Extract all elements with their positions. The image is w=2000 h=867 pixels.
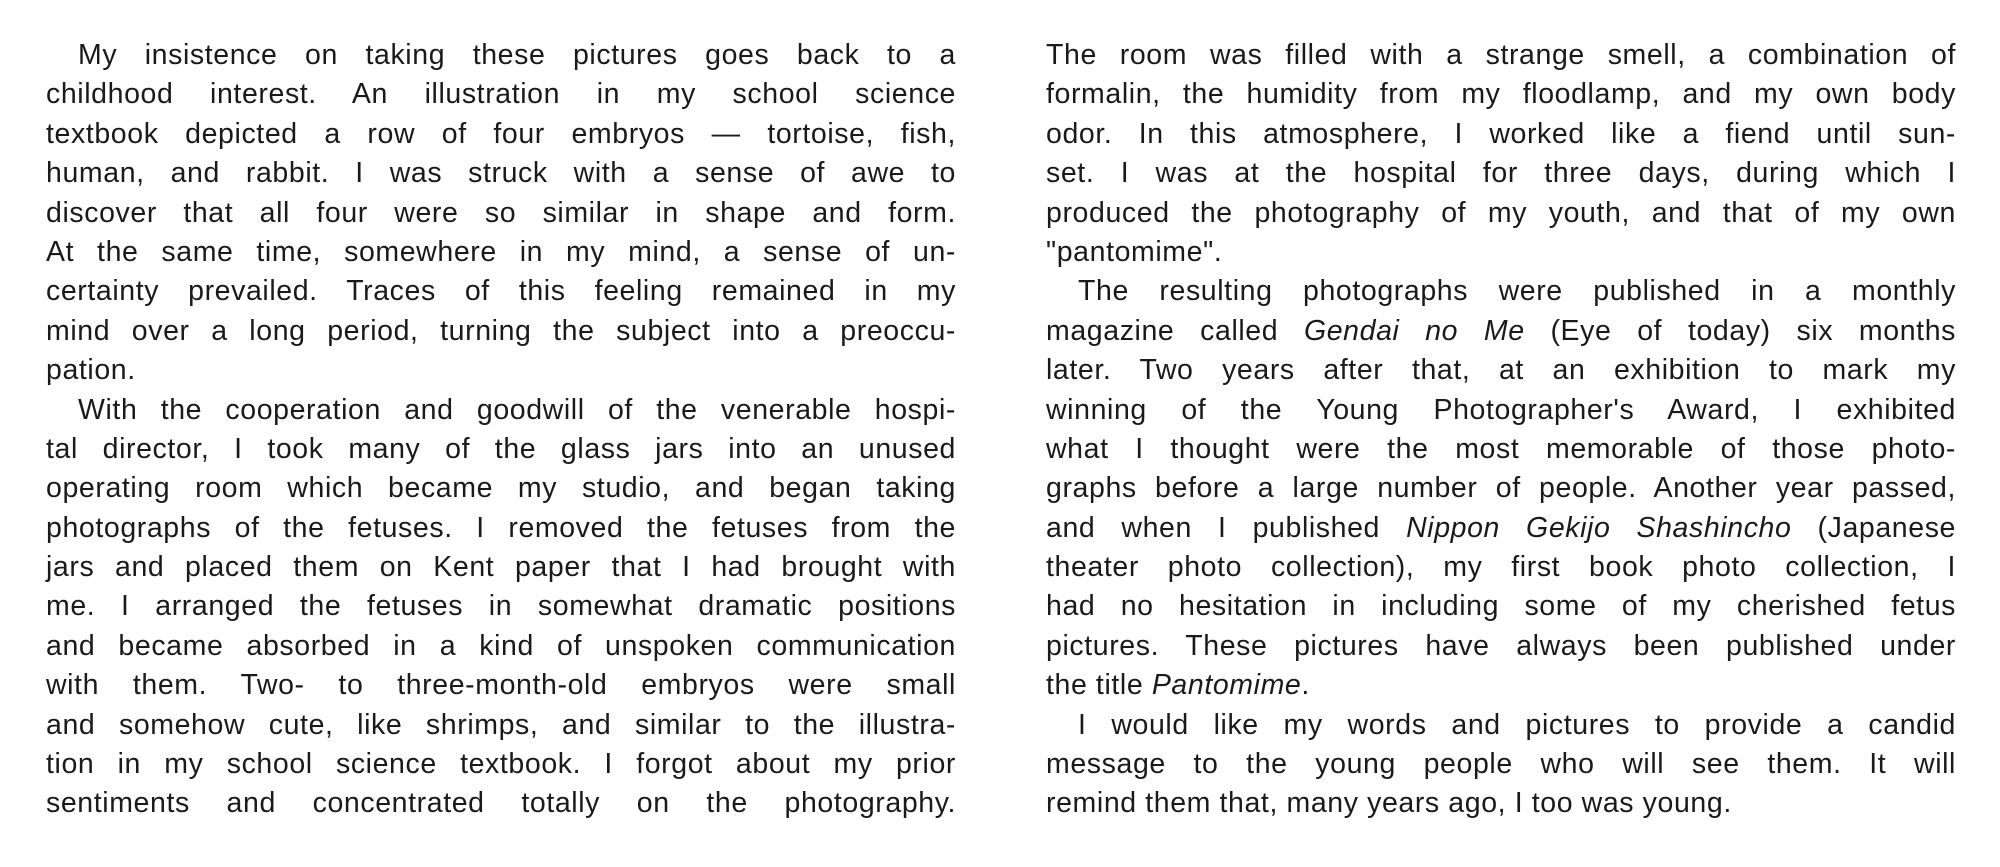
text-line: With the cooperation and goodwill of the venerable hospi-	[78, 393, 956, 426]
text-segment: and when I published	[1046, 511, 1407, 544]
paragraph	[1046, 706, 1956, 824]
text-line: textbook depicted a row of four embryos — tortoise, fish,	[46, 117, 956, 150]
text-segment: magazine called	[1046, 314, 1304, 347]
text-line: with them. Two- to three-month-old embryos were small	[46, 669, 956, 702]
text-line	[1046, 312, 1956, 351]
text-line: produced the photography of my youth, and that of my own	[1046, 196, 1956, 229]
text-line: The resulting photographs were published in a monthly	[1078, 275, 1956, 308]
text-line: pation.	[46, 354, 136, 387]
text-line: pictures. These pictures have always been published under	[1046, 629, 1956, 662]
text-line: later. Two years after that, at an exhibition to mark my	[1046, 354, 1956, 387]
text-segment: the title	[1046, 669, 1152, 702]
text-line: My insistence on taking these pictures goes back to a	[78, 39, 956, 71]
text-line: and somehow cute, like shrimps, and similar to the illustra-	[46, 708, 956, 741]
text-line: childhood interest. An illustration in my school science	[46, 78, 956, 111]
right-column	[1046, 36, 1956, 824]
text-line: certainty prevailed. Traces of this feeling remained in my	[46, 275, 956, 308]
paragraph	[46, 391, 956, 824]
text-line: me. I arranged the fetuses in somewhat dramatic positions	[46, 590, 956, 623]
series-title: Pantomime	[1151, 669, 1302, 702]
text-line: sentiments and concentrated totally on the photography.	[46, 787, 956, 820]
text-line: graphs before a large number of people. Another year passed,	[1046, 472, 1956, 505]
paragraph	[46, 36, 956, 391]
text-segment: (Japanese	[1791, 511, 1957, 544]
text-line: photographs of the fetuses. I removed the fetuses from the	[46, 511, 956, 544]
text-line: mind over a long period, turning the subject into a preoccu-	[46, 314, 956, 347]
text-line: message to the young people who will see them. It will	[1046, 748, 1956, 781]
text-line: jars and placed them on Kent paper that I had brought with	[46, 551, 956, 584]
text-line: operating room which became my studio, and began taking	[46, 472, 956, 505]
text-line: had no hesitation in including some of my cherished fetus	[1046, 590, 1956, 623]
text-line: and became absorbed in a kind of unspoken communication	[46, 629, 956, 662]
text-line: discover that all four were so similar in shape and form.	[46, 196, 956, 229]
text-line: odor. In this atmosphere, I worked like a fiend until sun-	[1046, 117, 1956, 150]
paragraph	[1046, 36, 1956, 272]
text-line: winning of the Young Photographer's Award, I exhibited	[1046, 393, 1956, 426]
text-segment: .	[1301, 669, 1310, 702]
text-segment: (Eye of today) six months	[1524, 314, 1956, 347]
text-line: remind them that, many years ago, I too was young.	[1046, 787, 1732, 820]
text-line: At the same time, somewhere in my mind, a sense of un-	[46, 235, 956, 268]
text-line: set. I was at the hospital for three days, during which I	[1046, 157, 1956, 190]
text-line: tal director, I took many of the glass jars into an unused	[46, 432, 956, 465]
text-line: tion in my school science textbook. I forgot about my prior	[46, 748, 956, 781]
paragraph	[1046, 272, 1956, 705]
text-line: what I thought were the most memorable of those photo-	[1046, 432, 1956, 465]
magazine-title: Gendai no Me	[1303, 314, 1525, 347]
text-line: human, and rabbit. I was struck with a sense of awe to	[46, 157, 956, 190]
book-title: Nippon Gekijo Shashincho	[1406, 511, 1792, 544]
text-line: I would like my words and pictures to provide a candid	[1078, 708, 1956, 741]
text-line: theater photo collection), my first book photo collection, I	[1046, 551, 1956, 584]
text-line	[1046, 666, 1956, 705]
text-line: "pantomime".	[1046, 235, 1223, 268]
text-line: The room was filled with a strange smell, a combination of	[1046, 39, 1956, 71]
text-line	[1046, 509, 1956, 548]
text-line: formalin, the humidity from my floodlamp, and my own body	[1046, 78, 1956, 111]
left-column	[46, 36, 956, 824]
